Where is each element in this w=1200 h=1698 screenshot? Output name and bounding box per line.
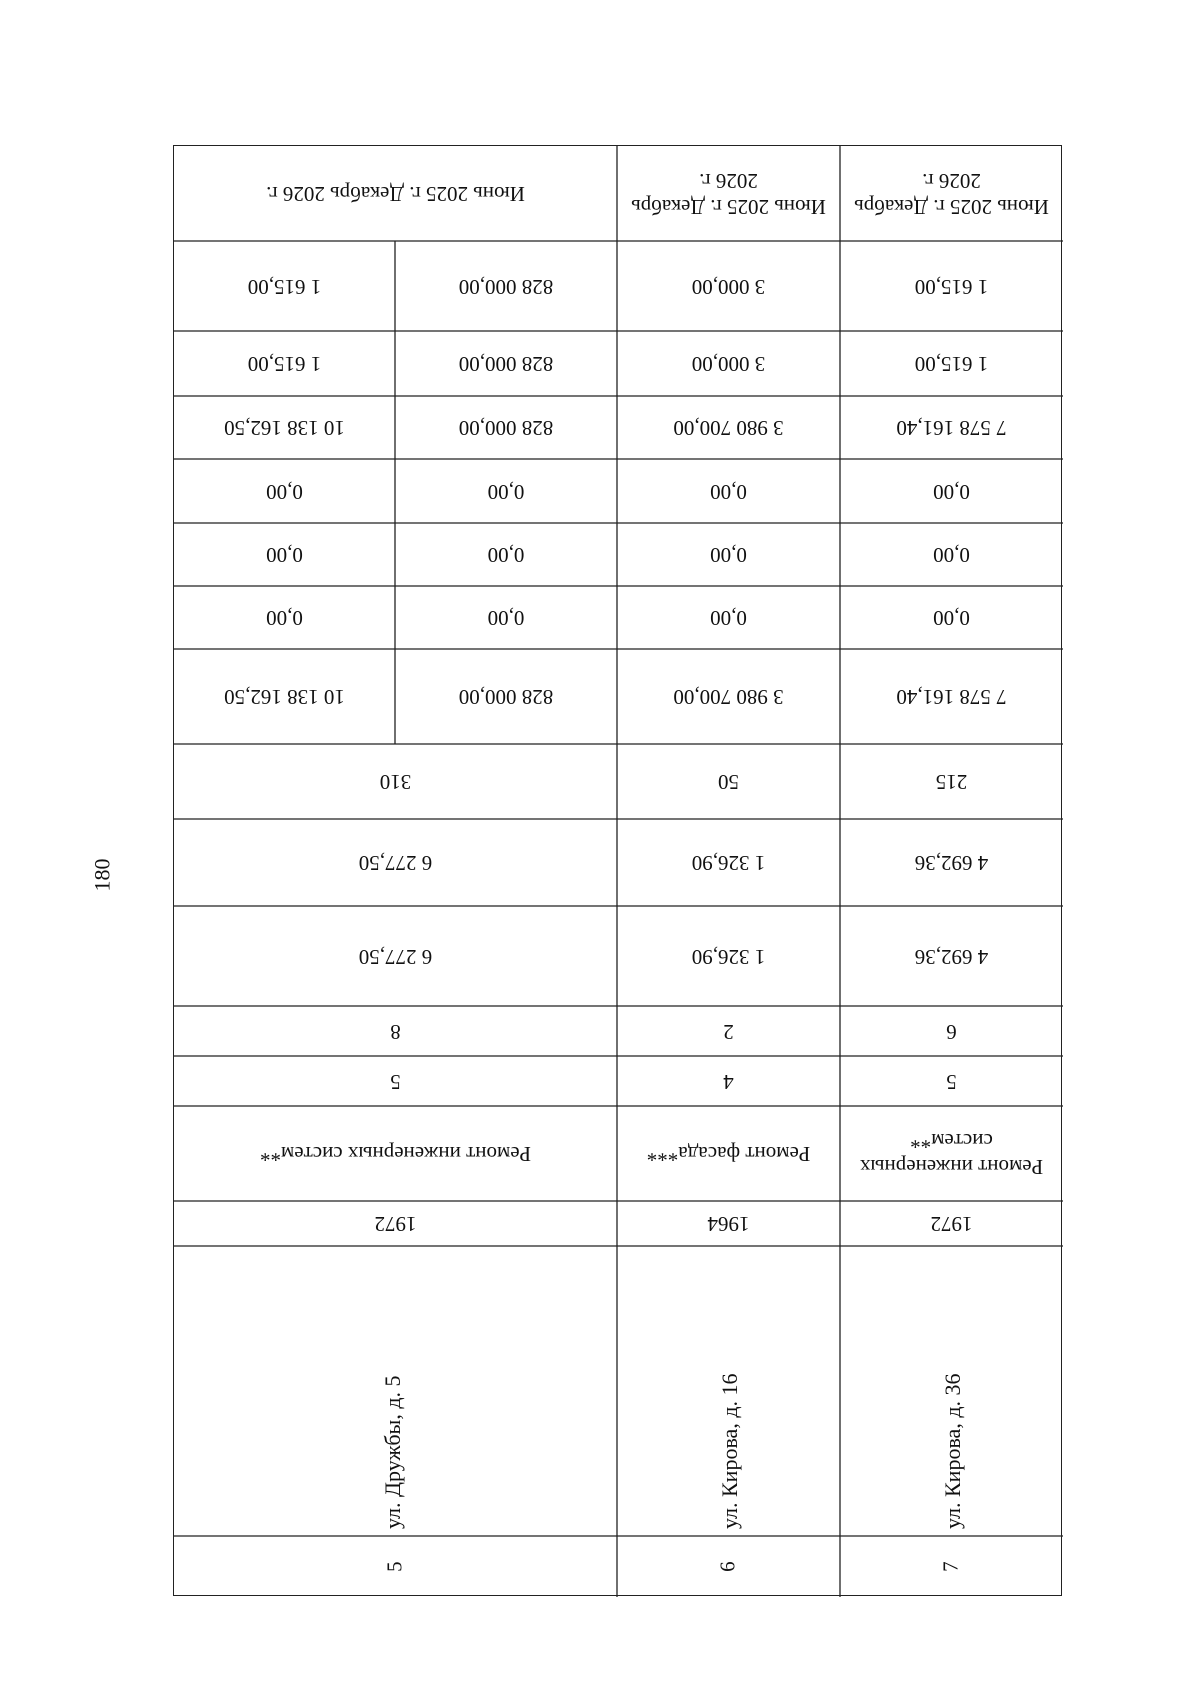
value-text: 828 000,00 bbox=[458, 274, 554, 299]
value-cell bbox=[617, 523, 840, 586]
rotated-data-table bbox=[173, 145, 1062, 1596]
value-cell bbox=[840, 241, 1063, 331]
value-text: 0,00 bbox=[266, 479, 303, 504]
value-cell bbox=[617, 819, 840, 906]
value-text: 0,00 bbox=[710, 606, 747, 631]
work-type-cell bbox=[840, 1106, 1063, 1201]
work-type-cell bbox=[174, 1106, 617, 1201]
value-cell bbox=[840, 396, 1063, 459]
value-cell bbox=[174, 649, 395, 744]
value-cell bbox=[174, 819, 617, 906]
value-cell bbox=[840, 819, 1063, 906]
work-type-text: Ремонт инженерных систем** bbox=[859, 1129, 1044, 1179]
value-text: 3 000,00 bbox=[691, 274, 766, 299]
address-text: ул. Кирова, д. 16 bbox=[717, 1373, 742, 1529]
value-text: 1 326,90 bbox=[691, 851, 766, 876]
value-cell bbox=[840, 459, 1063, 523]
address-text: ул. Кирова, д. 36 bbox=[940, 1373, 965, 1529]
value-text: 0,00 bbox=[487, 606, 525, 631]
row-number-text: 6 bbox=[715, 1561, 740, 1572]
period-text: Июнь 2025 г. Декабрь 2026 г. bbox=[631, 169, 826, 219]
row-number-text: 7 bbox=[938, 1561, 963, 1572]
value-text: 3 000,00 bbox=[691, 352, 766, 377]
value-text: 828 000,00 bbox=[458, 352, 554, 377]
value-text: 2 bbox=[723, 1019, 734, 1044]
value-text: 6 bbox=[946, 1019, 957, 1044]
value-cell bbox=[840, 586, 1063, 649]
value-text: 0,00 bbox=[933, 606, 970, 631]
value-cell bbox=[395, 331, 617, 396]
value-text: 310 bbox=[379, 770, 412, 795]
value-text: 5 bbox=[946, 1069, 957, 1094]
value-text: 4 bbox=[723, 1069, 734, 1094]
year-cell bbox=[174, 1201, 617, 1246]
value-text: 0,00 bbox=[710, 543, 747, 568]
value-text: 0,00 bbox=[933, 543, 970, 568]
value-text: 0,00 bbox=[710, 479, 747, 504]
value-text: 10 138 162,50 bbox=[224, 685, 345, 710]
value-cell bbox=[840, 906, 1063, 1006]
value-text: 1 615,00 bbox=[247, 352, 322, 377]
row-number-cell bbox=[174, 1536, 617, 1597]
value-text: 828 000,00 bbox=[458, 416, 554, 441]
value-cell bbox=[395, 523, 617, 586]
period-cell bbox=[850, 146, 1053, 241]
value-cell bbox=[617, 396, 840, 459]
value-text: 7 578 161,40 bbox=[896, 685, 1007, 710]
value-cell bbox=[174, 396, 395, 459]
value-cell bbox=[395, 241, 617, 331]
value-text: 8 bbox=[390, 1019, 401, 1044]
value-cell bbox=[174, 1006, 617, 1056]
value-cell bbox=[174, 1056, 617, 1106]
value-cell bbox=[395, 586, 617, 649]
value-text: 3 980 700,00 bbox=[673, 416, 784, 441]
period-cell bbox=[214, 146, 577, 241]
year-text: 1972 bbox=[374, 1212, 417, 1237]
row-number-text: 5 bbox=[382, 1561, 407, 1572]
value-text: 828 000,00 bbox=[458, 685, 554, 710]
value-cell bbox=[174, 586, 395, 649]
value-cell bbox=[617, 649, 840, 744]
value-cell bbox=[395, 649, 617, 744]
value-cell bbox=[617, 744, 840, 819]
year-text: 1972 bbox=[930, 1212, 973, 1237]
row-number-cell bbox=[840, 1536, 1063, 1597]
value-text: 0,00 bbox=[933, 479, 970, 504]
value-text: 6 277,50 bbox=[358, 944, 433, 969]
value-cell bbox=[840, 744, 1063, 819]
value-text: 6 277,50 bbox=[358, 851, 433, 876]
value-text: 1 615,00 bbox=[914, 352, 989, 377]
period-text: Июнь 2025 г. Декабрь 2026 г. bbox=[854, 169, 1049, 219]
value-text: 0,00 bbox=[266, 543, 303, 568]
value-cell bbox=[174, 241, 395, 331]
value-text: 1 615,00 bbox=[247, 274, 322, 299]
value-text: 7 578 161,40 bbox=[896, 416, 1007, 441]
year-cell bbox=[840, 1201, 1063, 1246]
value-cell bbox=[840, 331, 1063, 396]
period-text: Июнь 2025 г. Декабрь 2026 г. bbox=[266, 182, 525, 207]
work-type-text: Ремонт инженерных систем** bbox=[259, 1142, 532, 1167]
value-cell bbox=[840, 649, 1063, 744]
value-cell bbox=[617, 586, 840, 649]
value-text: 215 bbox=[935, 770, 968, 795]
value-text: 1 326,90 bbox=[691, 944, 766, 969]
value-text: 0,00 bbox=[487, 479, 525, 504]
value-cell bbox=[617, 241, 840, 331]
value-text: 50 bbox=[718, 770, 739, 795]
value-text: 4 692,36 bbox=[914, 851, 989, 876]
value-cell bbox=[174, 523, 395, 586]
value-cell bbox=[395, 459, 617, 523]
period-cell bbox=[627, 146, 830, 241]
value-cell bbox=[617, 331, 840, 396]
value-text: 5 bbox=[390, 1069, 401, 1094]
value-text: 0,00 bbox=[487, 543, 525, 568]
value-text: 3 980 700,00 bbox=[673, 685, 784, 710]
value-cell bbox=[840, 1056, 1063, 1106]
value-cell bbox=[840, 523, 1063, 586]
value-text: 4 692,36 bbox=[914, 944, 989, 969]
value-cell bbox=[617, 459, 840, 523]
value-text: 0,00 bbox=[266, 606, 303, 631]
year-text: 1964 bbox=[707, 1212, 750, 1237]
value-cell bbox=[174, 331, 395, 396]
value-cell bbox=[174, 744, 617, 819]
work-type-cell bbox=[617, 1106, 840, 1201]
work-type-text: Ремонт фасада*** bbox=[646, 1142, 811, 1167]
value-cell bbox=[174, 459, 395, 523]
value-text: 1 615,00 bbox=[914, 274, 989, 299]
value-cell bbox=[395, 396, 617, 459]
value-cell bbox=[174, 906, 617, 1006]
value-cell bbox=[617, 1056, 840, 1106]
address-text: ул. Дружбы, д. 5 bbox=[380, 1375, 405, 1529]
page-number: 180 bbox=[89, 858, 115, 892]
year-cell bbox=[617, 1201, 840, 1246]
value-cell bbox=[840, 1006, 1063, 1056]
value-cell bbox=[617, 906, 840, 1006]
value-text: 10 138 162,50 bbox=[224, 416, 345, 441]
row-number-cell bbox=[617, 1536, 840, 1597]
value-cell bbox=[617, 1006, 840, 1056]
